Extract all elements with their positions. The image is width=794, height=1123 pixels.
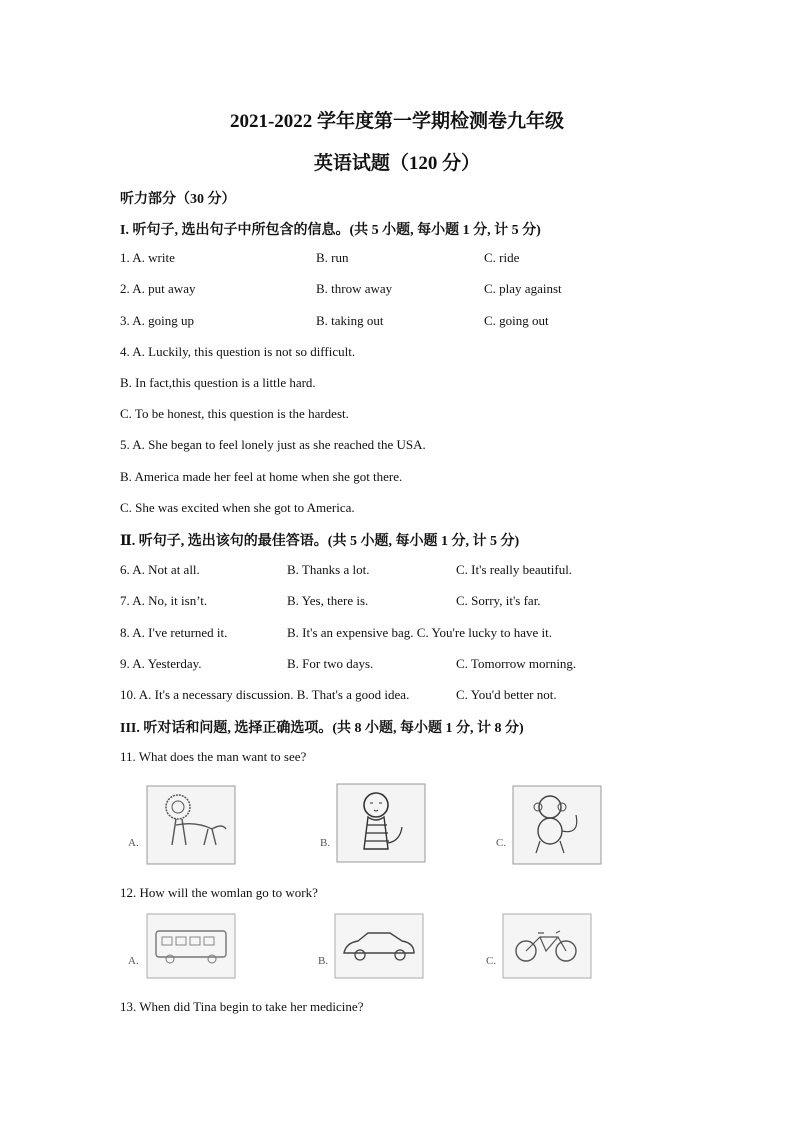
option-label: B. bbox=[320, 837, 331, 849]
q5-option-c: C. She was excited when she got to America. bbox=[120, 500, 355, 515]
option-label: C. bbox=[496, 837, 507, 849]
q7-option-c: C. Sorry, it's far. bbox=[456, 593, 541, 608]
q11-option-c bbox=[496, 785, 624, 867]
q4-option-c: C. To be honest, this question is the hardest. bbox=[120, 406, 349, 421]
part3-heading: III. 听对话和问题, 选择正确选项。(共 8 小题, 每小题 1 分, 计 8 分) bbox=[120, 721, 524, 736]
q12-option-c bbox=[486, 913, 614, 981]
q3-option-a: 3. A. going up bbox=[120, 313, 195, 328]
q11-question: 11. What does the man want to see? bbox=[120, 749, 307, 764]
q11-option-b bbox=[318, 783, 448, 865]
q1-option-a: 1. A. write bbox=[120, 250, 175, 265]
q2-option-b: B. throw away bbox=[316, 281, 393, 296]
q12-option-b bbox=[318, 913, 446, 981]
q6-option-c: C. It's really beautiful. bbox=[456, 562, 573, 577]
q9-option-c: C. Tomorrow morning. bbox=[456, 656, 577, 671]
tiger-icon bbox=[336, 783, 448, 865]
lion-icon bbox=[146, 785, 258, 867]
page-title: 2021-2022 学年度第一学期检测卷九年级 bbox=[229, 111, 565, 132]
page-subtitle: 英语试题（120 分） bbox=[313, 153, 481, 174]
q3-option-c: C. going out bbox=[484, 313, 549, 328]
q12-question: 12. How will the womlan go to work? bbox=[120, 885, 318, 900]
q6-option-a: 6. A. Not at all. bbox=[120, 562, 200, 577]
q11-option-a bbox=[126, 785, 258, 867]
q9-option-b: B. For two days. bbox=[287, 656, 374, 671]
option-label: A. bbox=[128, 955, 139, 967]
q2-option-a: 2. A. put away bbox=[120, 281, 196, 296]
bicycle-icon bbox=[502, 913, 614, 981]
car-icon bbox=[334, 913, 446, 981]
q7-option-b: B. Yes, there is. bbox=[287, 593, 369, 608]
q7-option-a: 7. A. No, it isn’t. bbox=[120, 593, 208, 608]
bus-icon bbox=[146, 913, 258, 981]
q5-option-a: 5. A. She began to feel lonely just as she reached the USA. bbox=[120, 437, 426, 452]
q6-option-b: B. Thanks a lot. bbox=[287, 562, 370, 577]
q1-option-c: C. ride bbox=[484, 250, 520, 265]
q12-option-a bbox=[126, 913, 258, 981]
q4-option-b: B. In fact,this question is a little hard. bbox=[120, 375, 316, 390]
q10-option-c: C. You'd better not. bbox=[456, 687, 557, 702]
q5-option-b: B. America made her feel at home when she got there. bbox=[120, 469, 403, 484]
q9-option-a: 9. A. Yesterday. bbox=[120, 656, 202, 671]
listening-heading: 听力部分（30 分） bbox=[120, 192, 236, 207]
q8-option-bc: B. It's an expensive bag. C. You're lucky to have it. bbox=[287, 625, 553, 640]
option-label: B. bbox=[318, 955, 329, 967]
q10-option-ab: 10. A. It's a necessary discussion. B. That's a good idea. bbox=[120, 687, 410, 702]
option-label: C. bbox=[486, 955, 497, 967]
option-label: A. bbox=[128, 837, 139, 849]
q4-option-a: 4. A. Luckily, this question is not so difficult. bbox=[120, 344, 356, 359]
q8-option-a: 8. A. I've returned it. bbox=[120, 625, 228, 640]
q2-option-c: C. play against bbox=[484, 281, 562, 296]
part1-heading: I. 听句子, 选出句子中所包含的信息。(共 5 小题, 每小题 1 分, 计 5 分) bbox=[120, 223, 541, 238]
monkey-icon bbox=[512, 785, 624, 867]
q13-question: 13. When did Tina begin to take her medicine? bbox=[120, 999, 364, 1014]
q1-option-b: B. run bbox=[316, 250, 349, 265]
part2-heading: Ⅱ. 听句子, 选出该句的最佳答语。(共 5 小题, 每小题 1 分, 计 5 分) bbox=[120, 534, 520, 549]
q3-option-b: B. taking out bbox=[316, 313, 384, 328]
